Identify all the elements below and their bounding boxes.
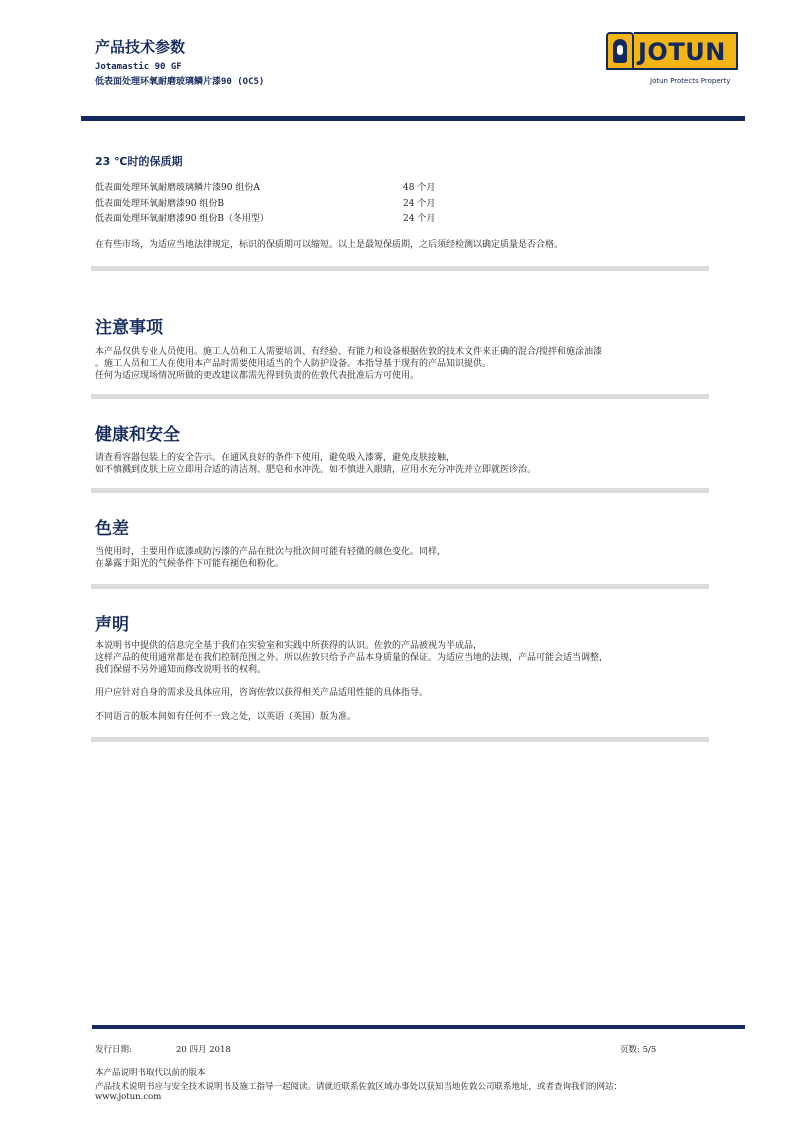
- caution-line: 本产品仅供专业人员使用。施工人员和工人需要培训、有经验、有能力和设备根据佐敦的技术文件来正确的混合/搅拌和施涂油漆: [95, 347, 603, 357]
- section-divider: [91, 584, 709, 589]
- color-difference-line: 在暴露于阳光的气候条件下可能有褪色和粉化。: [95, 559, 285, 569]
- footer-website: www.jotun.com: [95, 1092, 162, 1102]
- jotun-logo: [606, 32, 738, 72]
- footer-divider: [92, 1025, 745, 1029]
- shelf-life-component: 低表面处理环氧耐磨漆90 组份B（冬用型）: [95, 214, 269, 224]
- health-safety-line: 如不慎溅到皮肤上应立即用合适的清洁剂、肥皂和水冲洗。如不慎进入眼睛，应用水充分冲洗并立即就医诊治。: [95, 465, 537, 475]
- footer-instructions: 产品技术说明书应与安全技术说明书及施工指导一起阅读。请就近联系佐敦区域办事处以获知当地佐敦公司联系地址，或者查询我们的网站：: [95, 1082, 623, 1092]
- color-difference-heading: 色差: [95, 519, 129, 539]
- shelf-life-component: 低表面处理环氧耐磨漆90 组份B: [95, 199, 224, 209]
- product-name: Jotamastic 90 GF: [95, 62, 182, 72]
- logo-tagline: Jotun Protects Property: [650, 77, 731, 85]
- jotun-whale-icon: [606, 32, 634, 70]
- disclaimer-heading: 声明: [95, 615, 129, 635]
- page-number: 页数: 5/5: [620, 1045, 657, 1055]
- header-divider: [81, 116, 745, 121]
- footer-supersedes: 本产品说明书取代以前的版本: [95, 1068, 206, 1078]
- disclaimer-guidance: 用户应针对自身的需求及具体应用，咨询佐敦以获得相关产品适用性能的具体指导。: [95, 688, 429, 698]
- color-difference-line: 当使用时，主要用作底漆或防污漆的产品在批次与批次间可能有轻微的颜色变化。同样，: [95, 547, 447, 557]
- caution-heading: 注意事项: [95, 318, 163, 338]
- issue-date-label: 发行日期:: [95, 1045, 132, 1055]
- issue-date: 20 四月 2018: [176, 1045, 231, 1055]
- product-subtitle: 低表面处理环氧耐磨玻璃鳞片漆90 (OC5): [95, 77, 265, 87]
- caution-line: 。施工人员和工人在使用本产品时需要使用适当的个人防护设备。本指导基于现有的产品知识提供。: [95, 359, 492, 369]
- shelf-life-component: 低表面处理环氧耐磨玻璃鳞片漆90 组份A: [95, 183, 260, 193]
- shelf-life-title: 23 ℃时的保质期: [95, 155, 183, 168]
- disclaimer-line: 这样产品的使用通常都是在我们控制范围之外。所以佐敦只给予产品本身质量的保证。为适应当地的法规，产品可能会适当调整，: [95, 653, 609, 663]
- section-divider: [91, 488, 709, 493]
- caution-line: 任何为适应现场情况所做的更改建议都需先得到负责的佐敦代表批准后方可使用。: [95, 371, 420, 381]
- shelf-life-value: 24 个月: [403, 214, 436, 224]
- disclaimer-language: 不同语言的版本间如有任何不一致之处，以英语（英国）版为准。: [95, 712, 357, 722]
- health-safety-heading: 健康和安全: [95, 425, 180, 445]
- disclaimer-line: 我们保留不另外通知而修改说明书的权利。: [95, 665, 267, 675]
- shelf-life-value: 48 个月: [403, 183, 436, 193]
- section-divider: [91, 266, 709, 271]
- shelf-life-note: 在有些市场，为适应当地法律规定，标识的保质期可以缩短。以上是最短保质期，之后须经检测以确定质量是否合格。: [95, 240, 564, 250]
- document-type-title: 产品技术参数: [95, 38, 186, 56]
- shelf-life-value: 24 个月: [403, 199, 436, 209]
- disclaimer-line: 本说明书中提供的信息完全基于我们在实验室和实践中所获得的认识。佐敦的产品被视为半成品，: [95, 641, 483, 651]
- section-divider: [91, 737, 709, 742]
- logo-wordmark: JOTUN: [638, 38, 726, 66]
- section-divider: [91, 394, 709, 399]
- health-safety-line: 请查看容器包装上的安全告示。在通风良好的条件下使用，避免吸入漆雾，避免皮肤接触，: [95, 453, 456, 463]
